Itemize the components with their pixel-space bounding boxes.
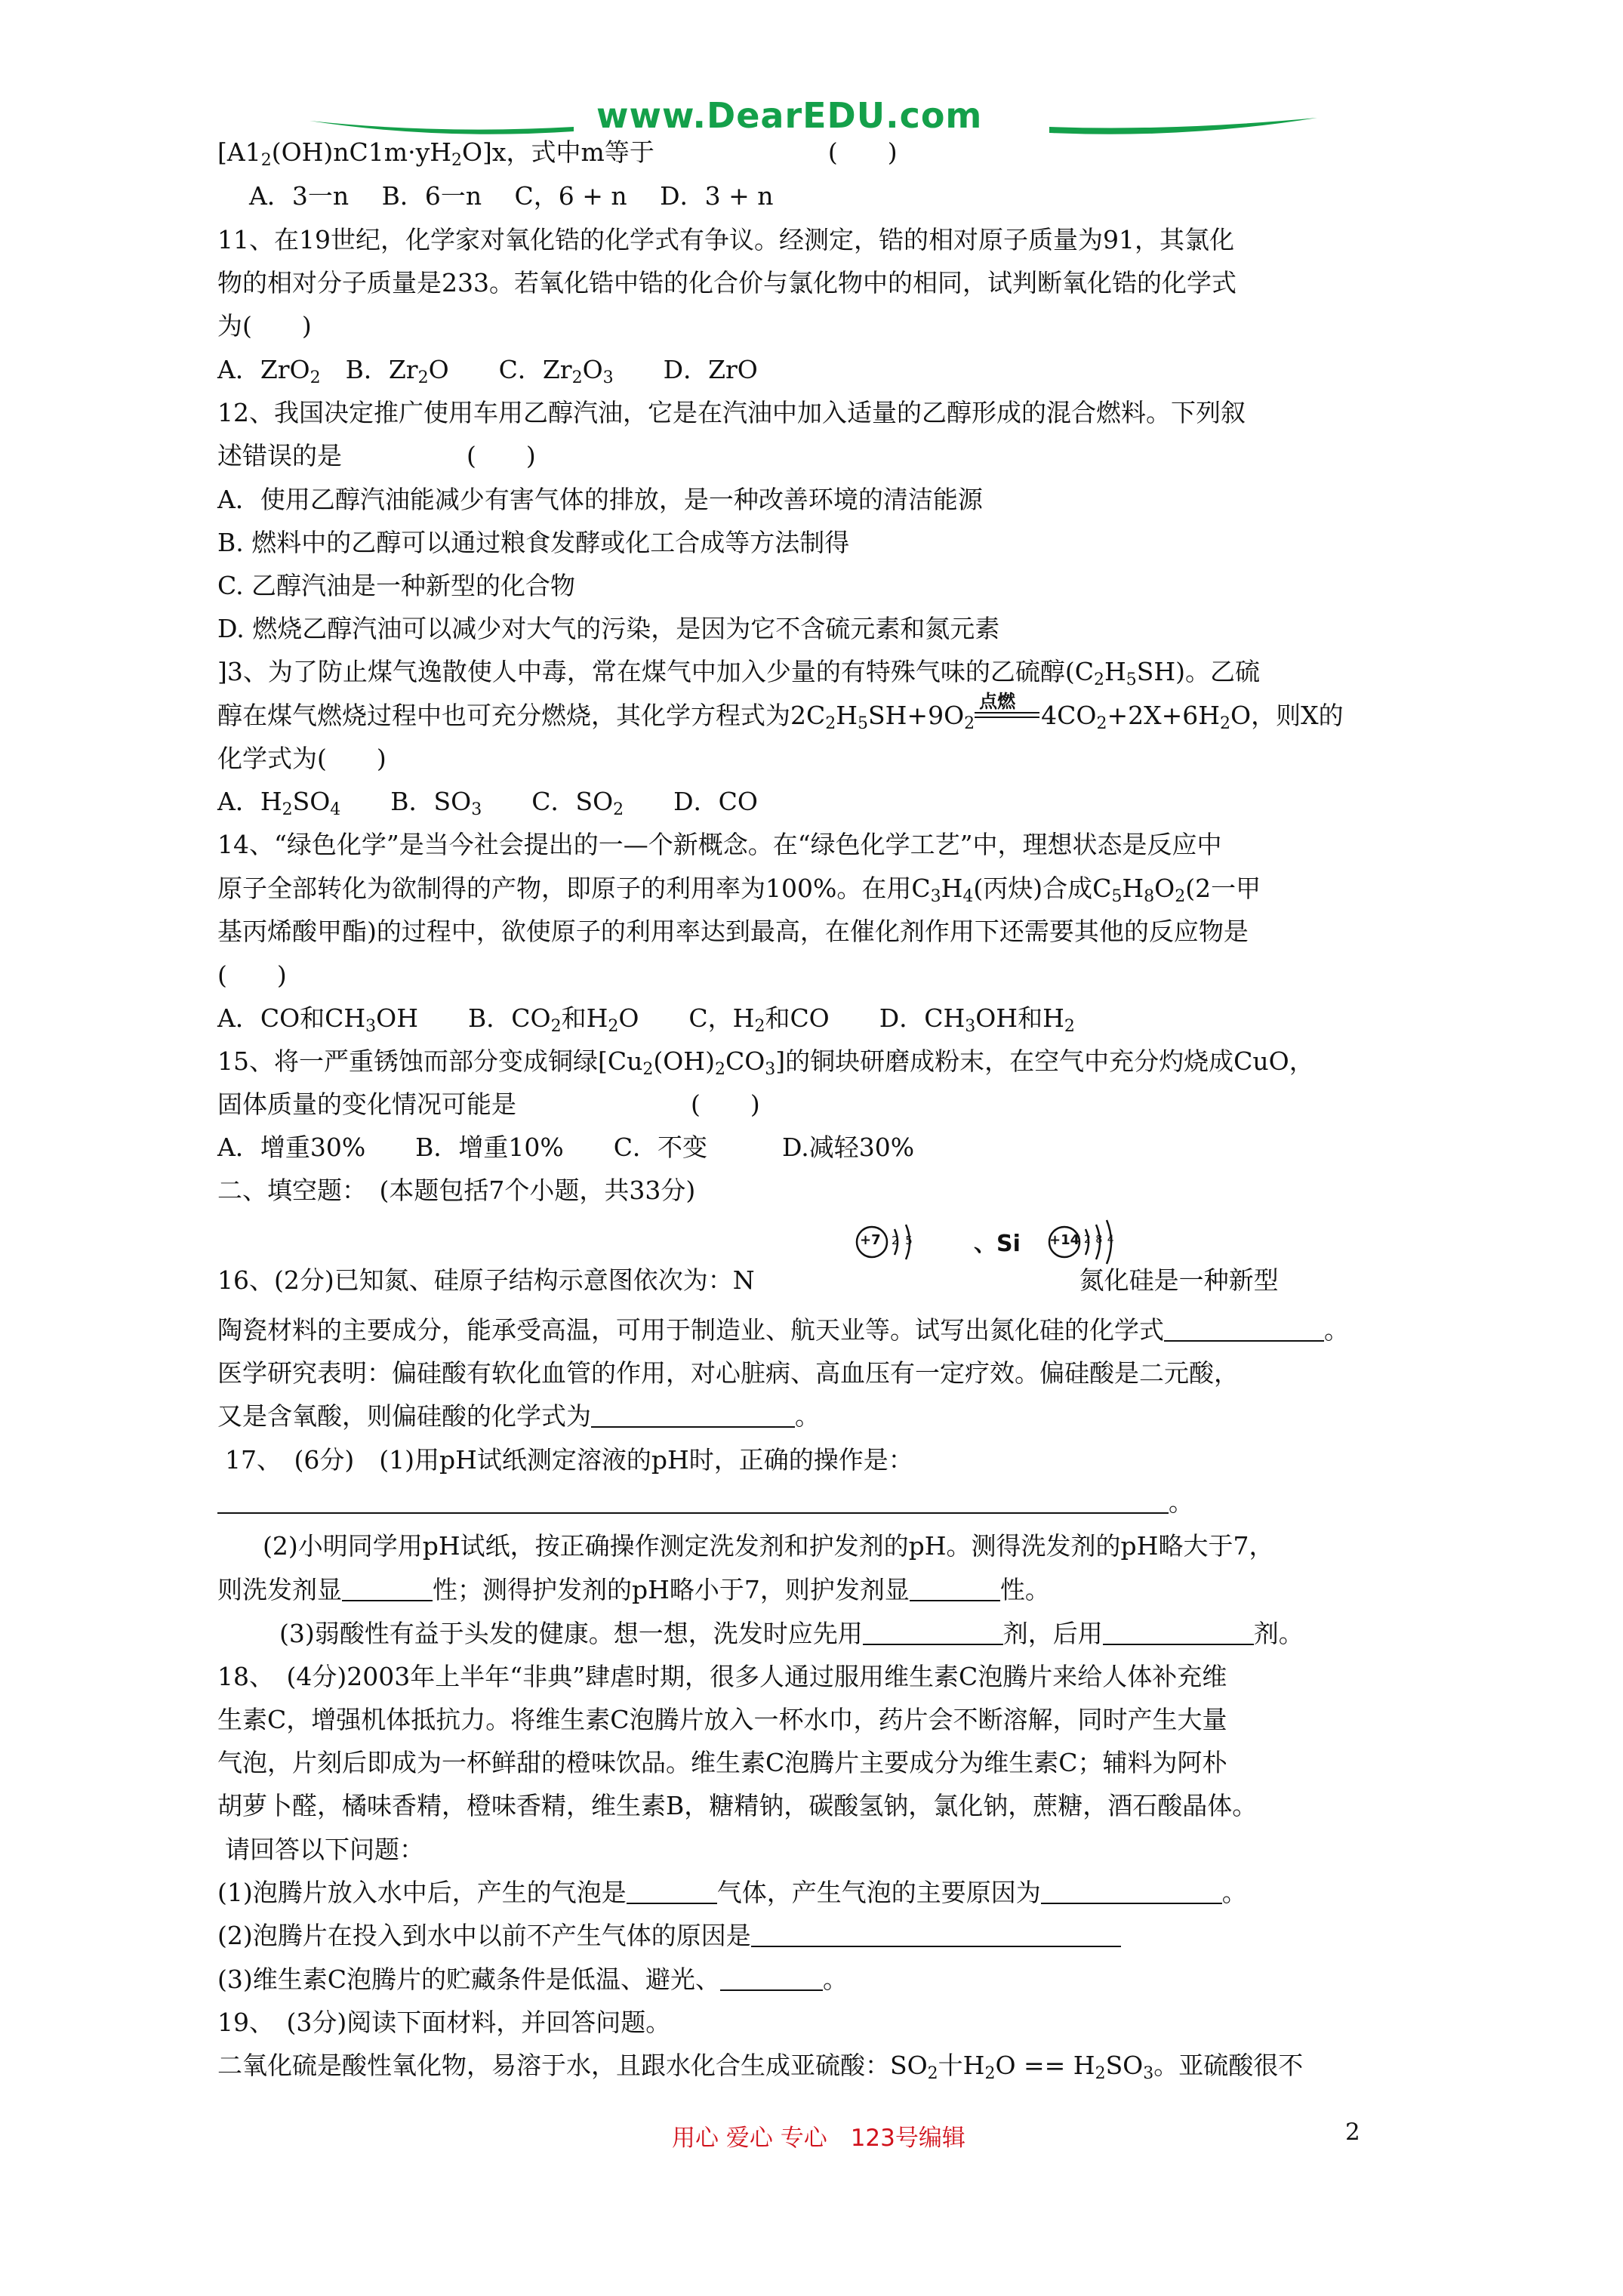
answer-blank-no-gas-reason[interactable] (751, 1923, 1121, 1947)
nitrogen-atom-diagram: +7 2 5 (849, 1208, 932, 1276)
q14-options: A．CO和$CH_3OH$ B．$CO_2$和$H_2O$ C，$H_2$和CO D．$CH_3OH$和$H_2$ (217, 1003, 1075, 1036)
q10-options: A．3一n B．6一n C，6 + n D．3 + n (249, 181, 774, 211)
silicon-label: 、Si (974, 1231, 1021, 1257)
answer-blank-gas[interactable] (627, 1880, 717, 1904)
q10-formula: $[A1_2(OH)nC1m\cdot yH_2O]x$，式中m等于 ( ) (217, 137, 898, 170)
q18-line3: 气泡，片刻后即成为一杯鲜甜的橙味饮品。维生素C泡腾片主要成分为维生素C；辅料为阿朴 (217, 1748, 1227, 1777)
answer-blank-metasilicic-acid[interactable] (591, 1404, 795, 1428)
q11-line3: 为( ) (217, 311, 312, 341)
q18-line4: 胡萝卜醛，橘味香精，橙味香精，维生素B，糖精钠，碳酸氢钠，氯化钠，蔗糖，酒石酸晶体。 (217, 1791, 1258, 1820)
q16-line1: 16、(2分)已知氮、硅原子结构示意图依次为：N 氮化硅是一种新型 (217, 1265, 1279, 1295)
q14-line4: ( ) (217, 960, 287, 990)
q17-line1: 17、 (6分) (1)用pH试纸测定溶液的pH时，正确的操作是： (225, 1445, 913, 1475)
q17-line2: 。 (217, 1486, 1193, 1519)
q19-line2: 二氧化硫是酸性氧化物，易溶于水，且跟水化合生成亚硫酸：$SO_2$十$H_2O == H_2SO_3$。亚硫酸很不 (217, 2051, 1304, 2083)
q18-line1: 18、 (4分)2003年上半年“非典”肆虐时期，很多人通过服用维生素C泡腾片来给人体补充维 (217, 1662, 1227, 1691)
q13-line3: 化学式为( ) (217, 744, 387, 773)
q18-part1: (1)泡腾片放入水中后，产生的气泡是 气体，产生气泡的主要原因为 。 (217, 1878, 1247, 1907)
q12-option-c: C. 乙醇汽油是一种新型的化合物 (217, 571, 576, 600)
q11-options: A．ZrO$_2$ B．$Zr_2O$ C．$Zr_2O_3$ D．ZrO (217, 355, 758, 387)
section-two-title: 二、填空题： (本题包括7个小题，共33分) (217, 1176, 696, 1205)
answer-blank-storage[interactable] (720, 1967, 823, 1991)
q18-line2: 生素C，增强机体抵抗力。将维生素C泡腾片放入一杯水巾，药片会不断溶解，同时产生大量 (217, 1705, 1227, 1734)
answer-blank-second-agent[interactable] (1103, 1621, 1254, 1645)
footer-text: 用心 爱心 专心 123号编辑 (672, 2125, 965, 2152)
q18-part3: (3)维生素C泡腾片的贮藏条件是低温、避光、 。 (217, 1965, 848, 1994)
answer-blank-first-agent[interactable] (863, 1621, 1003, 1645)
q14-line2: 原子全部转化为欲制得的产物，即原子的利用率为100%。在用$C_3H_4$(丙炔)合成$C_5H_8O_2(2$一甲 (217, 874, 1261, 906)
q19-line1: 19、 (3分)阅读下面材料，并回答问题。 (217, 2008, 671, 2037)
q13-options: A．$H_2SO_4$ B．$SO_3$ C．$SO_2$ D．CO (217, 787, 758, 819)
q12-option-b: B. 燃料中的乙醇可以通过粮食发酵或化工合成等方法制得 (217, 528, 850, 557)
q13-line1: ]3、为了防止煤气逸散使人中毒，常在煤气中加入少量的有特殊气味的乙硫醇$(C_2H_5SH)$。乙硫 (217, 657, 1261, 689)
q15-options: A．增重30% B．增重10% C．不变 D.减轻30% (217, 1133, 915, 1162)
page-number: 2 (1345, 2119, 1360, 2146)
q17-line3: (2)小明同学用pH试纸，按正确操作测定洗发剂和护发剂的pH。测得洗发剂的pH略大于7， (263, 1531, 1274, 1561)
q16-line3: 医学研究表明：偏硅酸有软化血管的作用，对心脏病、高血压有一定疗效。偏硅酸是二元酸， (217, 1358, 1239, 1388)
answer-blank-silicon-nitride[interactable] (1164, 1318, 1324, 1342)
q15-line1: 15、将一严重锈蚀而部分变成铜绿$[Cu_2(OH)_2CO_3]$的铜块研磨成粉末，在空气中充分灼烧成CuO， (217, 1046, 1314, 1079)
q18-line5: 请回答以下问题： (225, 1835, 424, 1864)
q13-equation: 醇在煤气燃烧过程中也可充分燃烧，其化学方程式为$2C_2H_5SH+9O_2$ 点燃 $4CO_2+2X+6H_2O$，则X的 (217, 691, 1344, 733)
reaction-condition: 点燃 (975, 703, 1041, 726)
logo-text: www.DearEDU.com (596, 95, 983, 136)
answer-blank-bubble-reason[interactable] (1041, 1880, 1222, 1904)
answer-blank-ph-procedure[interactable] (217, 1490, 1169, 1514)
q11-line1: 11、在19世纪，化学家对氧化锆的化学式有争议。经测定，锆的相对原子质量为91，其氯化 (217, 225, 1234, 254)
q12-option-a: A．使用乙醇汽油能减少有害气体的排放，是一种改善环境的清洁能源 (217, 485, 983, 514)
answer-blank-conditioner-property[interactable] (910, 1577, 1000, 1601)
q18-part2: (2)泡腾片在投入到水中以前不产生气体的原因是 (217, 1919, 1121, 1952)
q12-line2: 述错误的是 ( ) (217, 441, 536, 470)
q15-line2: 固体质量的变化情况可能是 ( ) (217, 1089, 760, 1119)
q14-line1: 14、“绿色化学”是当今社会提出的一—个新概念。在“绿色化学工艺”中，理想状态是反应中 (217, 830, 1222, 859)
q17-line5: (3)弱酸性有益于头发的健康。想一想，洗发时应先用 剂，后用 剂。 (279, 1619, 1304, 1648)
q12-option-d: D. 燃烧乙醇汽油可以减少对大气的污染，是因为它不含硫元素和氮元素 (217, 614, 1000, 643)
q16-line2: 陶瓷材料的主要成分，能承受高温，可用于制造业、航天业等。试写出氮化硅的化学式 。 (217, 1315, 1349, 1345)
answer-blank-shampoo-property[interactable] (342, 1577, 433, 1601)
q16-line4: 又是含氧酸，则偏硅酸的化学式为 。 (217, 1401, 820, 1431)
silicon-atom-diagram: +14 2 8 4 (1042, 1208, 1140, 1276)
q17-line4: 则洗发剂显 性；测得护发剂的pH略小于7，则护发剂显 性。 (217, 1575, 1050, 1604)
q11-line2: 物的相对分子质量是233。若氧化锆中锆的化合价与氯化物中的相同，试判断氧化锆的化学式 (217, 268, 1236, 297)
q14-line3: 基丙烯酸甲酯)的过程中，欲使原子的利用率达到最高，在催化剂作用下还需要其他的反应物是 (217, 917, 1249, 946)
q12-line1: 12、我国决定推广使用车用乙醇汽油，它是在汽油中加入适量的乙醇形成的混合燃料。下列叙 (217, 398, 1246, 427)
